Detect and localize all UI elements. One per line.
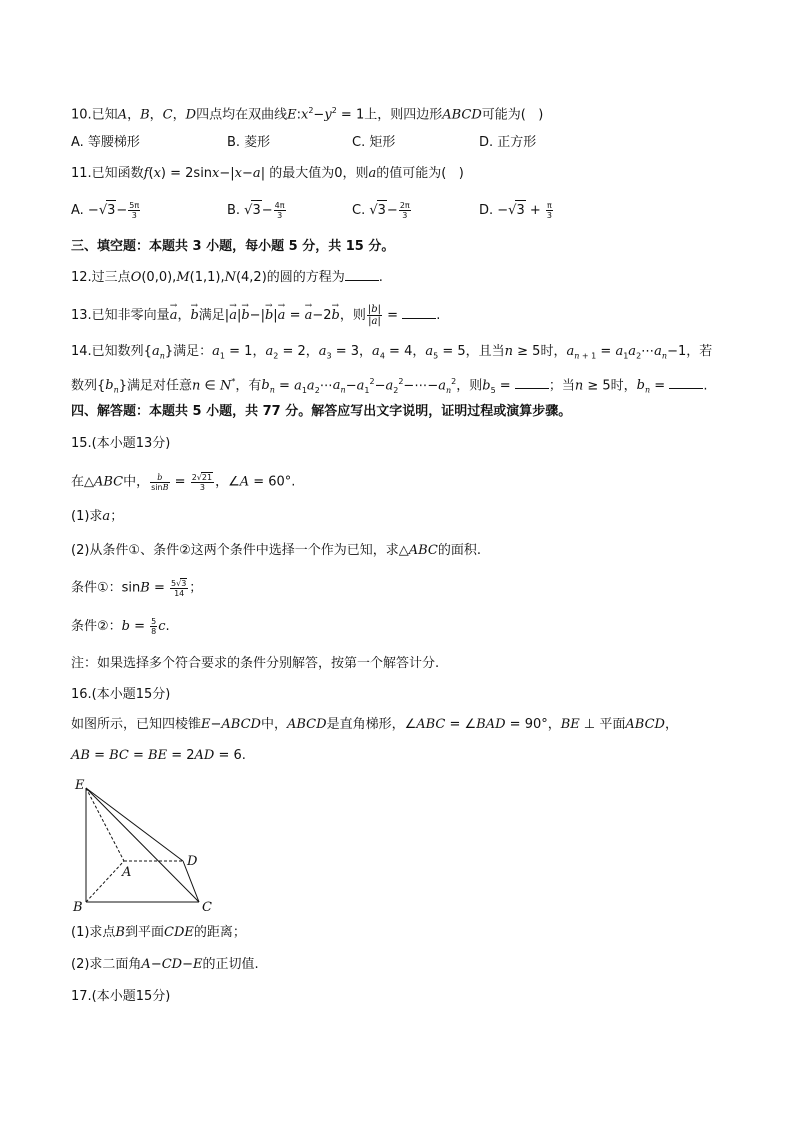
q11-option-d: D. −√3 + $\frac{\pi}{3}$ <box>479 201 552 220</box>
q10-stem: 10.已知A，B，C，D四点均在双曲线$E:x^2-y^2 = 1$上，则四边形ABCD可能为( ) <box>71 106 544 123</box>
label-A: A <box>122 865 132 880</box>
section-4-heading: 四、解答题：本题共 5 小题，共 77 分。解答应写出文字说明，证明过程或演算步骤。 <box>71 404 572 419</box>
label-D: D <box>187 854 198 869</box>
q15-header: 15.(本小题13分) <box>71 436 171 451</box>
q16-header: 16.(本小题15分) <box>71 687 171 702</box>
q11-option-c: C. √3− $\frac{2\pi}{3}$ <box>352 201 410 220</box>
q10-option-a: A. 等腰梯形 <box>71 135 140 150</box>
q13-stem: 13.已知非零向量→ a，→ b满足|→ a|→ b−|→ b|→ a = → a−2→ b，则 $\frac{|b|}{|a|}$ = . <box>71 304 440 327</box>
q15-part2: (2)从条件①、条件②这两个条件中选择一个作为已知，求△ABC的面积. <box>71 543 482 558</box>
label-B: B <box>73 900 83 915</box>
q17-header: 17.(本小题15分) <box>71 989 171 1004</box>
q14-line1: 14.已知数列$\{a_n\}$满足：$a_1 = 1$，$a_2 = 2$，$a_3 = 3$，$a_4 = 4$，$a_5 = 5$，且当n ≥ 5时，$a_{n + 1}$ = $a_1a_2\cdots a_n-1$，若 <box>71 344 713 361</box>
q10-option-c: C. 矩形 <box>352 135 396 150</box>
q12-stem: 12.过三点O(0,0),M(1,1),N(4,2)的圆的方程为 . <box>71 270 383 285</box>
q16-part2: (2)求二面角A−CD−E的正切值. <box>71 957 259 972</box>
q15-stem: 在△ABC中， $\frac{b}{\sin B}$ = $\frac{2√21}{3}$ ，∠A = 60°. <box>71 472 296 492</box>
label-E: E <box>75 778 85 793</box>
q16-stem-line1: 如图所示，已知四棱锥E−ABCD中，ABCD是直角梯形，∠ABC = ∠BAD = 90°，BE ⊥ 平面ABCD， <box>71 717 678 732</box>
pyramid-figure <box>66 772 236 922</box>
label-C: C <box>202 900 212 915</box>
q15-part1: (1)求a； <box>71 509 124 524</box>
q15-condition-2: 条件②：b = $\frac{5}{8}$ c. <box>71 617 170 636</box>
q15-condition-1: 条件①：sinB = $\frac{5√3}{14}$ ； <box>71 579 203 598</box>
section-3-heading: 三、填空题：本题共 3 小题，每小题 5 分，共 15 分。 <box>71 239 395 254</box>
q16-part1: (1)求点B到平面CDE的距离； <box>71 925 246 940</box>
q14-line2: 数列$\{b_n\}$满足对任意n ∈ N*，有$b_n$ = $a_1a_2\cdots a_n-a_1^2-a_2^2-\cdots-a_n^2$，则$b_5$ = ；当n ≥ 5时，$b_n$ = . <box>71 377 708 395</box>
q10-option-d: D. 正方形 <box>479 135 537 150</box>
q11-option-a: A. −√3− $\frac{5\pi}{3}$ <box>71 201 140 220</box>
q11-stem: 11.已知函数f(x) = 2sinx−|x−a| 的最大值为0，则a的值可能为( ) <box>71 166 464 181</box>
q16-stem-line2: AB = BC = BE = 2AD = 6. <box>71 748 246 763</box>
q11-option-b: B. √3− $\frac{4\pi}{3}$ <box>227 201 285 220</box>
q15-note: 注：如果选择多个符合要求的条件分别解答，按第一个解答计分. <box>71 656 440 671</box>
q10-option-b: B. 菱形 <box>227 135 271 150</box>
